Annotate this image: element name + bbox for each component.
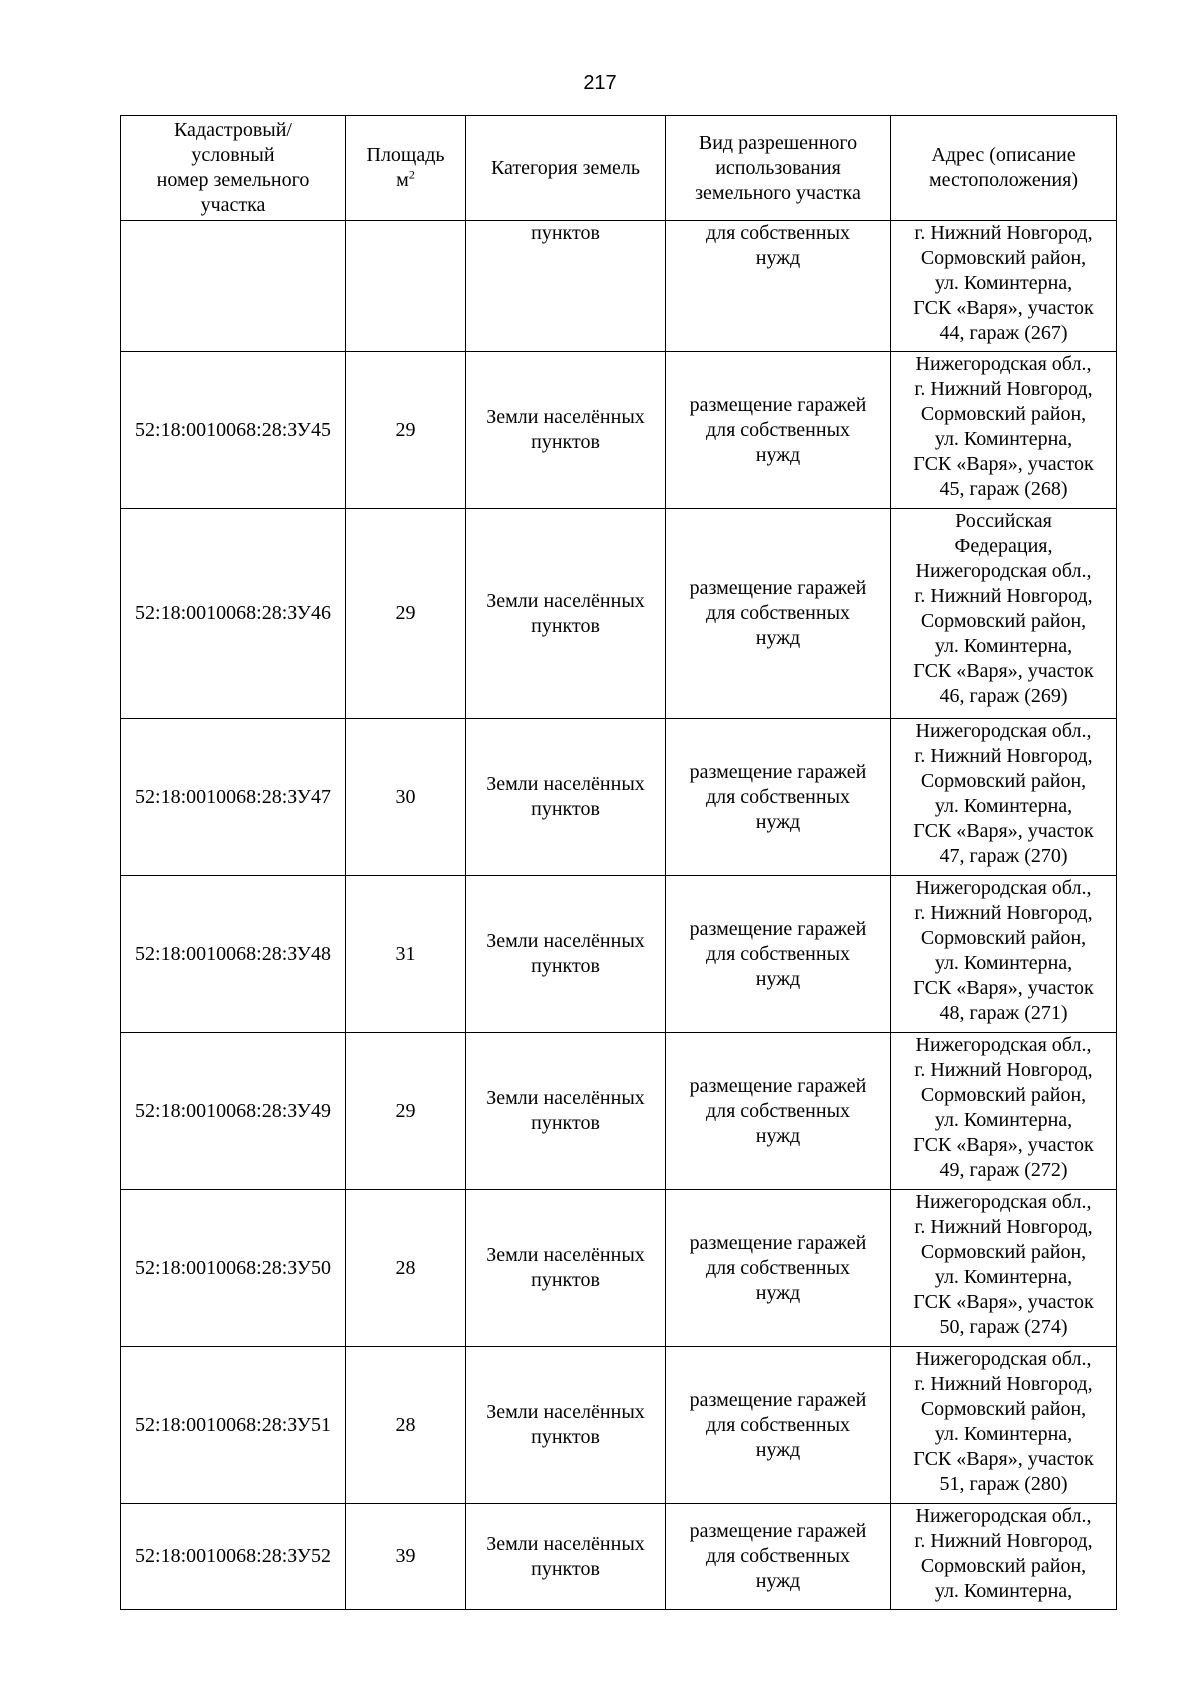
table-row [121,352,1117,509]
area-cell: 29 [346,509,466,719]
permitted-use-cell: размещение гаражей для собственных нужд [666,1347,891,1504]
permitted-use-cell: размещение гаражей для собственных нужд [666,1504,891,1610]
table-row [121,719,1117,876]
area-cell: 29 [346,352,466,509]
table-row [121,509,1117,719]
header-cadastral-number: Кадастровый/ условный номер земельного участка [121,116,346,221]
continuation-cadastral-cell [121,221,346,352]
land-category-cell: Земли населённых пунктов [466,1190,666,1347]
land-category-cell: Земли населённых пунктов [466,509,666,719]
address-cell: Нижегородская обл., г. Нижний Новгород, Сормовский район, ул. Коминтерна, ГСК «Варя», участок 48, гараж (271) [891,876,1117,1033]
land-plots-table [120,115,1117,1610]
land-category-cell: Земли населённых пунктов [466,1347,666,1504]
cadastral-number-cell: 52:18:0010068:28:ЗУ46 [121,509,346,719]
address-cell: Нижегородская обл., г. Нижний Новгород, Сормовский район, ул. Коминтерна, [891,1504,1117,1610]
header-area-superscript: 2 [408,167,415,182]
land-category-cell: Земли населённых пунктов [466,1033,666,1190]
permitted-use-cell: размещение гаражей для собственных нужд [666,352,891,509]
header-area-label: Площадь м [366,144,445,191]
table-row [121,1190,1117,1347]
header-permitted-use: Вид разрешенного использования земельного участка [666,116,891,221]
permitted-use-cell: размещение гаражей для собственных нужд [666,1190,891,1347]
table-row [121,1033,1117,1190]
cadastral-number-cell: 52:18:0010068:28:ЗУ52 [121,1504,346,1610]
land-category-cell: Земли населённых пунктов [466,876,666,1033]
permitted-use-cell: размещение гаражей для собственных нужд [666,719,891,876]
permitted-use-cell: размещение гаражей для собственных нужд [666,1033,891,1190]
address-cell: Нижегородская обл., г. Нижний Новгород, Сормовский район, ул. Коминтерна, ГСК «Варя», участок 47, гараж (270) [891,719,1117,876]
address-cell: Российская Федерация, Нижегородская обл., г. Нижний Новгород, Сормовский район, ул. Коминтерна, ГСК «Варя», участок 46, гараж (269) [891,509,1117,719]
permitted-use-cell: размещение гаражей для собственных нужд [666,509,891,719]
permitted-use-cell: размещение гаражей для собственных нужд [666,876,891,1033]
area-cell: 28 [346,1190,466,1347]
continuation-category-cell: пунктов [466,221,666,352]
header-area [346,116,466,221]
area-cell: 28 [346,1347,466,1504]
land-category-cell: Земли населённых пунктов [466,719,666,876]
cadastral-number-cell: 52:18:0010068:28:ЗУ48 [121,876,346,1033]
continuation-use-cell: для собственных нужд [666,221,891,352]
area-cell: 31 [346,876,466,1033]
area-cell: 39 [346,1504,466,1610]
address-cell: Нижегородская обл., г. Нижний Новгород, Сормовский район, ул. Коминтерна, ГСК «Варя», участок 45, гараж (268) [891,352,1117,509]
cadastral-number-cell: 52:18:0010068:28:ЗУ49 [121,1033,346,1190]
area-cell: 29 [346,1033,466,1190]
page-number: 217 [583,72,617,94]
table-row [121,1504,1117,1610]
table-row-continuation [121,221,1117,352]
cadastral-number-cell: 52:18:0010068:28:ЗУ51 [121,1347,346,1504]
cadastral-number-cell: 52:18:0010068:28:ЗУ50 [121,1190,346,1347]
address-cell: Нижегородская обл., г. Нижний Новгород, Сормовский район, ул. Коминтерна, ГСК «Варя», участок 51, гараж (280) [891,1347,1117,1504]
continuation-area-cell [346,221,466,352]
table-row [121,1347,1117,1504]
land-category-cell: Земли населённых пунктов [466,1504,666,1610]
table-row [121,876,1117,1033]
table-header-row [121,116,1117,221]
header-address: Адрес (описание местоположения) [891,116,1117,221]
address-cell: Нижегородская обл., г. Нижний Новгород, Сормовский район, ул. Коминтерна, ГСК «Варя», участок 49, гараж (272) [891,1033,1117,1190]
cadastral-number-cell: 52:18:0010068:28:ЗУ45 [121,352,346,509]
cadastral-number-cell: 52:18:0010068:28:ЗУ47 [121,719,346,876]
header-land-category: Категория земель [466,116,666,221]
land-category-cell: Земли населённых пунктов [466,352,666,509]
continuation-address-cell: г. Нижний Новгород, Сормовский район, ул. Коминтерна, ГСК «Варя», участок 44, гараж (267) [891,221,1117,352]
area-cell: 30 [346,719,466,876]
address-cell: Нижегородская обл., г. Нижний Новгород, Сормовский район, ул. Коминтерна, ГСК «Варя», участок 50, гараж (274) [891,1190,1117,1347]
